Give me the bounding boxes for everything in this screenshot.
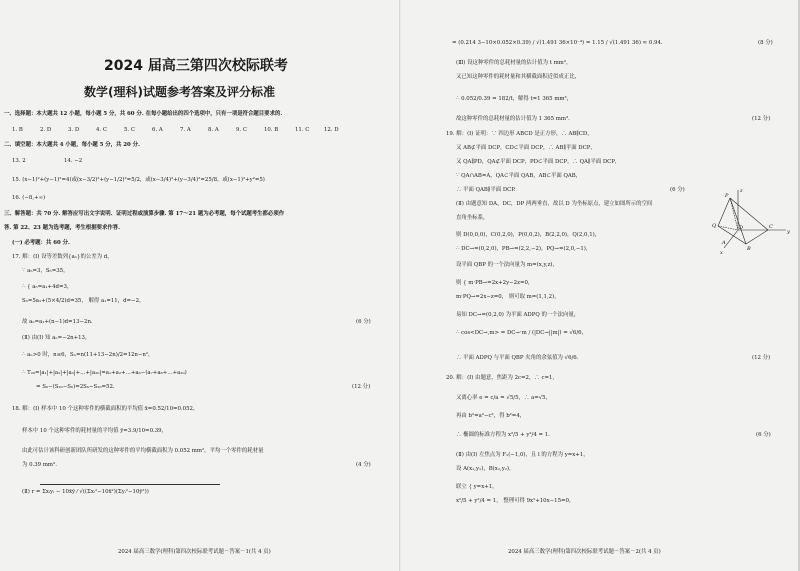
score-mark: (12 分): [752, 116, 771, 122]
fraction-bar: [40, 484, 220, 485]
choice-answer: 2. D: [40, 127, 52, 133]
solution-line: 又离心率 e = c/a = √5/5，∴ a=√5，: [456, 395, 551, 401]
score-mark: (6 分): [356, 319, 371, 325]
solution-line: (Ⅱ) 由(Ⅰ) 知 aₙ=−2n+13，: [22, 335, 91, 341]
solution-line: 则 { m·PB→=2x+2y−2z=0，: [456, 280, 534, 286]
score-mark: (8 分): [758, 40, 773, 46]
page-footer: 2024 届高三数学(理科)第四次校际联考试题－答案－1(共 4 页): [118, 549, 271, 555]
solution-line: 20. 解：(Ⅰ) 由题意，焦距为 2c=2，∴ c=1，: [446, 375, 558, 381]
choice-answer: 3. D: [68, 127, 80, 133]
choice-answer: 9. C: [236, 127, 247, 133]
pyramid-diagram: [708, 186, 792, 256]
solution-line: 故这种零件的总耗材量的估计值为 1 365 mm³.: [456, 116, 570, 122]
fill-answer-14: 14. −2: [64, 158, 83, 164]
solution-line: m·PQ→=2x−z=0， 则可取 m=(1,1,2)，: [456, 294, 560, 300]
solution-line: 样本中 10 个这种零件的耗材量的平均值 ȳ=3.9/10=0.39，: [22, 428, 167, 434]
solution-line: 又已知这种零件的耗材量和其横截面积近似成正比，: [456, 74, 580, 80]
solution-line: x²/5 + y²/4 = 1， 整理可得 9x²+10x−15=0，: [456, 498, 575, 504]
solution-line: 设平面 QBP 的一个法向量为 m=(x,y,z)，: [456, 262, 558, 268]
solution-line: ∴ cos<DC→,m> = DC→·m / (|DC→||m|) = √6/6，: [456, 330, 587, 336]
fig-label: A: [722, 240, 726, 246]
score-mark: (6 分): [670, 187, 685, 193]
solution-line: ∴ 0.052/0.39 = 182/t，解得 t=1 365 mm³，: [456, 96, 573, 102]
section1-header: 一、选择题：本大题共 12 小题，每小题 5 分，共 60 分. 在每小题给出的四个选项中，只有一项是符合题目要求的.: [4, 111, 283, 117]
solution-line: 故 aₙ=a₁+(n−1)d=13−2n.: [22, 319, 93, 325]
solution-line: 联立 { y=x+1，: [456, 484, 498, 490]
fig-label: D: [739, 225, 744, 231]
solution-line: 由此可估计该科研创新团队所研发的这种零件的平均横截面积为 0.052 mm²，平均一个零件的耗材量: [22, 448, 264, 454]
solution-line: S₅=5a₁+(5×4/2)d=35， 解得 a₁=11，d=−2，: [22, 298, 145, 304]
solution-line: 直角坐标系，: [456, 215, 489, 221]
fill-answer-16: 16. (−8,+∞): [12, 195, 46, 201]
solution-line: 易知 DC→=(0,2,0) 为平面 ADPQ 的一个法向量，: [456, 312, 580, 318]
solution-line: 19. 解：(Ⅰ) 证明：∵ 四边形 ABCD 是正方形，∴ AB∥CD，: [446, 131, 593, 137]
solution-line: 则 D(0,0,0)，C(0,2,0)，P(0,0,2)，B(2,2,0)，Q(2,0,1)，: [456, 232, 601, 238]
fig-label: B: [747, 246, 751, 252]
solution-line: (Ⅱ) 由题意知 DA，DC，DP 两两垂直，故以 D 为坐标原点，建立如图所示的空间: [456, 201, 653, 207]
solution-line: ∴ 平面 QAB∥平面 DCP.: [456, 187, 516, 193]
section3-header: 三、解答题：共 70 分. 解答应写出文字说明、证明过程或演算步骤. 第 17～21 题为必考题，每个试题考生都必须作: [4, 211, 285, 217]
score-mark: (6 分): [756, 432, 771, 438]
solution-line: 18. 解：(Ⅰ) 样本中 10 个这种零件的横截面积的平均值 x̄=0.52/10=0.052，: [12, 406, 199, 412]
solution-line: ∴ 椭圆的标准方程为 x²/5 + y²/4 = 1.: [456, 432, 550, 438]
page-title: 2024 届高三第四次校际联考: [104, 58, 288, 74]
score-mark: (4 分): [356, 462, 371, 468]
solution-line: ∴ aₙ>0 时，n≤6，Sₙ=n(11+13−2n)/2=12n−n²，: [22, 352, 154, 358]
answer-page-2: [400, 0, 800, 571]
solution-line: = S₆−(S₂₀−S₆)=2S₆−S₂₀=52.: [36, 384, 115, 390]
section2-header: 二、填空题：本大题共 4 小题，每小题 5 分，共 20 分.: [4, 142, 140, 148]
choice-answer: 1. B: [12, 127, 23, 133]
solution-line: ∴ DC→=(0,2,0)，PB→=(2,2,−2)，PQ→=(2,0,−1)，: [456, 246, 592, 252]
solution-line: 为 0.39 mm³.: [22, 462, 57, 468]
solution-line: 又 AB⊄平面 DCP，CD⊂平面 DCP，∴ AB∥平面 DCP，: [456, 145, 596, 151]
formula-line: = (0.214 3−10×0.052×0.39) / √(1.491 36×10⁻⁴) = 1.15 / √(1.491 36) ≈ 0.94.: [452, 40, 663, 46]
choice-answer: 7. A: [180, 127, 191, 133]
choice-answer: 12. D: [324, 127, 339, 133]
page-footer: 2024 届高三数学(理科)第四次校际联考试题－答案－2(共 4 页): [508, 549, 661, 555]
fill-answer-13: 13. 2: [12, 158, 26, 164]
section3-header-cont: 答. 第 22、23 题为选考题，考生根据要求作答.: [4, 225, 121, 231]
fig-label: P: [725, 193, 729, 199]
solution-line: (Ⅱ) r = Σxᵢyᵢ − 10x̄ȳ ⁄ √((Σxᵢ²−10x̄²)(Σyᵢ²−10ȳ²)): [22, 489, 149, 495]
choice-answer: 10. B: [264, 127, 279, 133]
choice-answer: 8. A: [208, 127, 219, 133]
fig-label: Q: [712, 223, 717, 229]
coordinate-figure: [708, 186, 792, 256]
solution-line: ∴ { a₅=a₁+4d=3，: [22, 284, 73, 290]
solution-line: ∴ 平面 ADPQ 与平面 QBP 夹角的余弦值为 √6/6.: [456, 355, 579, 361]
required-header: (一) 必考题：共 60 分.: [12, 240, 70, 246]
score-mark: (12 分): [352, 384, 371, 390]
solution-line: ∵ QA∩AB=A，QA⊂平面 QAB，AB⊂平面 QAB，: [456, 173, 582, 179]
solution-line: ∴ T₂₀=|a₁|+|a₂|+|a₃|+…+|a₂₀|=a₁+a₂+…+a₆−(a₇+a₈+…+a₂₀): [22, 370, 187, 376]
choice-answer: 6. A: [152, 127, 163, 133]
page-subtitle: 数学(理科)试题参考答案及评分标准: [84, 85, 275, 99]
fig-label: C: [769, 224, 773, 230]
solution-line: 17. 解：(Ⅰ) 设等差数列{aₙ}的公差为 d，: [12, 254, 113, 260]
choice-answer: 11. C: [295, 127, 310, 133]
fig-label: y: [787, 229, 790, 235]
solution-line: (Ⅱ) 由(Ⅰ) 左焦点为 F₁(−1,0)，且 l 的方程为 y=x+1，: [456, 452, 589, 458]
solution-line: ∵ a₅=3，S₅=35，: [22, 268, 69, 274]
choice-answer: 4. C: [96, 127, 107, 133]
fig-label: x: [720, 250, 723, 256]
solution-line: 又 QA∥PD，QA⊄平面 DCP，PD⊂平面 DCP，∴ QA∥平面 DCP，: [456, 159, 621, 165]
solution-line: 设 A(x₁,y₁)，B(x₂,y₂)，: [456, 466, 515, 472]
score-mark: (12 分): [752, 355, 771, 361]
fill-answer-15: 15. (x−1)²+(y−1)²=4(或(x−3/2)²+(y−1/2)²=5/2，或(x−3/4)²+(y−3/4)²=25/8，或(x−1)²+y²=5): [12, 177, 265, 183]
solution-line: (Ⅲ) 设这种零件的总耗材量的估计值为 t mm³，: [456, 60, 572, 66]
fig-label: z: [740, 188, 743, 194]
solution-line: 再由 b²=a²−c²，得 b²=4，: [456, 413, 526, 419]
choice-answer: 5. C: [124, 127, 135, 133]
